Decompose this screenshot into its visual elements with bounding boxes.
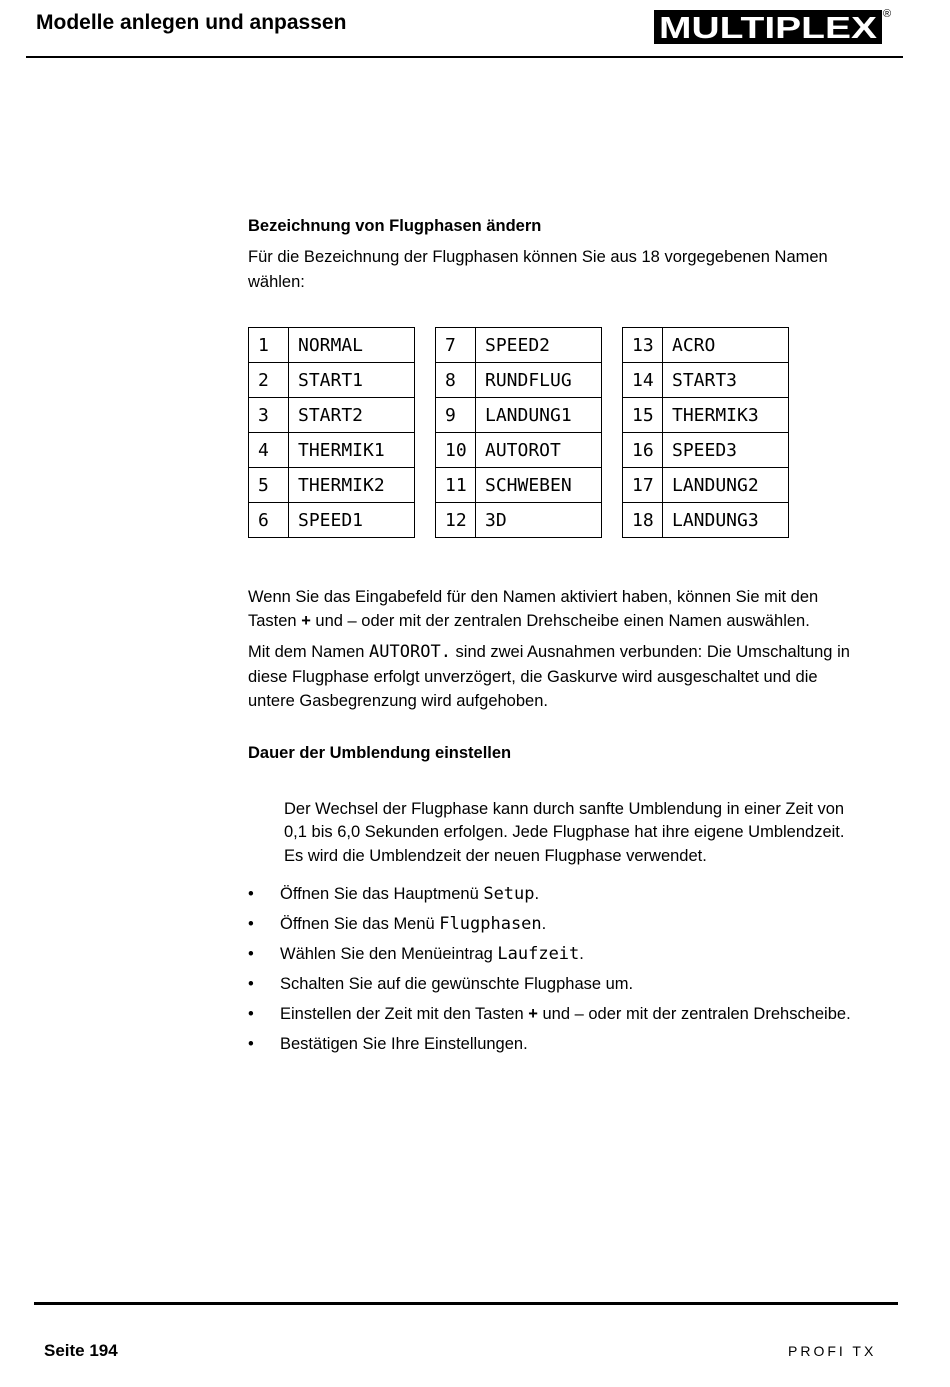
phase-table-3 bbox=[622, 327, 789, 538]
bullet: • bbox=[248, 975, 254, 993]
phase-number: 2 bbox=[249, 363, 289, 398]
intro-line-2: wählen: bbox=[248, 273, 305, 291]
table-row bbox=[623, 468, 789, 503]
table-row bbox=[623, 433, 789, 468]
phase-name: 3D bbox=[476, 503, 602, 538]
intro-line-1: Für die Bezeichnung der Flugphasen können Sie aus 18 vorgegebenen Namen bbox=[248, 248, 828, 266]
table-row bbox=[249, 328, 415, 363]
phase-number: 4 bbox=[249, 433, 289, 468]
phase-name: RUNDFLUG bbox=[476, 363, 602, 398]
para-line: Es wird die Umblendzeit der neuen Flugphase verwendet. bbox=[284, 847, 707, 865]
header-rule bbox=[26, 56, 903, 58]
phase-number: 17 bbox=[623, 468, 663, 503]
steps-list bbox=[248, 879, 908, 1059]
phase-name: LANDUNG1 bbox=[476, 398, 602, 433]
page-header-title: Modelle anlegen und anpassen bbox=[36, 11, 347, 34]
phase-name: START2 bbox=[289, 398, 415, 433]
para-line: Mit dem Namen AUTOROT. sind zwei Ausnahmen verbunden: Die Umschaltung in bbox=[248, 642, 850, 662]
phase-name: NORMAL bbox=[289, 328, 415, 363]
phase-name: ACRO bbox=[663, 328, 789, 363]
phase-number: 15 bbox=[623, 398, 663, 433]
phase-name: SPEED3 bbox=[663, 433, 789, 468]
lcd-text-autorot: AUTOROT. bbox=[369, 642, 451, 662]
phase-name: LANDUNG2 bbox=[663, 468, 789, 503]
para-line: Tasten + und – oder mit der zentralen Drehscheibe einen Namen auswählen. bbox=[248, 612, 810, 630]
list-item: • Öffnen Sie das Hauptmenü Setup. bbox=[248, 879, 908, 909]
phase-number: 18 bbox=[623, 503, 663, 538]
lcd-text-setup: Setup bbox=[483, 884, 535, 904]
phase-name: SCHWEBEN bbox=[476, 468, 602, 503]
table-row bbox=[436, 468, 602, 503]
bullet: • bbox=[248, 1005, 254, 1023]
table-row bbox=[623, 503, 789, 538]
table-row bbox=[249, 363, 415, 398]
phase-table-1 bbox=[248, 327, 415, 538]
lcd-text-flugphasen: Flugphasen bbox=[439, 914, 542, 934]
lcd-text-laufzeit: Laufzeit bbox=[497, 944, 580, 964]
phase-number: 16 bbox=[623, 433, 663, 468]
para-line: 0,1 bis 6,0 Sekunden erfolgen. Jede Flugphase hat ihre eigene Umblendzeit. bbox=[284, 823, 845, 841]
phase-name: SPEED2 bbox=[476, 328, 602, 363]
table-row bbox=[249, 468, 415, 503]
svg-text:MULTIPLEX: MULTIPLEX bbox=[659, 10, 878, 45]
table-row bbox=[436, 433, 602, 468]
table-row bbox=[436, 363, 602, 398]
phase-name: LANDUNG3 bbox=[663, 503, 789, 538]
list-item: • Einstellen der Zeit mit den Tasten + und – oder mit der zentralen Drehscheibe. bbox=[248, 999, 908, 1029]
para-line: diese Flugphase erfolgt unverzögert, die Gaskurve wird ausgeschaltet und die bbox=[248, 668, 818, 686]
table-row bbox=[249, 503, 415, 538]
phase-name: START1 bbox=[289, 363, 415, 398]
list-item: • Öffnen Sie das Menü Flugphasen. bbox=[248, 909, 908, 939]
para-line: Der Wechsel der Flugphase kann durch sanfte Umblendung in einer Zeit von bbox=[284, 800, 845, 818]
phase-number: 8 bbox=[436, 363, 476, 398]
list-item: • Wählen Sie den Menüeintrag Laufzeit. bbox=[248, 939, 908, 969]
table-row bbox=[623, 398, 789, 433]
phase-number: 6 bbox=[249, 503, 289, 538]
phase-name: SPEED1 bbox=[289, 503, 415, 538]
para-line: untere Gasbegrenzung wird aufgehoben. bbox=[248, 692, 548, 710]
phase-name: THERMIK1 bbox=[289, 433, 415, 468]
phase-number: 7 bbox=[436, 328, 476, 363]
phase-number: 13 bbox=[623, 328, 663, 363]
phase-number: 9 bbox=[436, 398, 476, 433]
list-item: • Schalten Sie auf die gewünschte Flugphase um. bbox=[248, 969, 908, 999]
phase-name: THERMIK3 bbox=[663, 398, 789, 433]
table-row bbox=[623, 363, 789, 398]
footer-rule bbox=[34, 1302, 898, 1305]
page-number: Seite 194 bbox=[44, 1341, 118, 1360]
bullet: • bbox=[248, 885, 254, 903]
bullet: • bbox=[248, 915, 254, 933]
phase-number: 10 bbox=[436, 433, 476, 468]
bullet: • bbox=[248, 945, 254, 963]
list-item: • Bestätigen Sie Ihre Einstellungen. bbox=[248, 1029, 908, 1059]
svg-text:®: ® bbox=[882, 8, 892, 20]
table-row bbox=[249, 398, 415, 433]
section-heading-flugphasen: Bezeichnung von Flugphasen ändern bbox=[248, 217, 542, 235]
phase-table-2 bbox=[435, 327, 602, 538]
table-row bbox=[249, 433, 415, 468]
multiplex-logo bbox=[654, 6, 894, 46]
section-heading-umblendung: Dauer der Umblendung einstellen bbox=[248, 744, 512, 762]
table-row bbox=[436, 328, 602, 363]
table-row bbox=[623, 328, 789, 363]
table-row bbox=[436, 398, 602, 433]
product-name: PROFI TX bbox=[788, 1343, 877, 1359]
phase-name: AUTOROT bbox=[476, 433, 602, 468]
phase-number: 14 bbox=[623, 363, 663, 398]
phase-number: 1 bbox=[249, 328, 289, 363]
bullet: • bbox=[248, 1035, 254, 1053]
phase-number: 5 bbox=[249, 468, 289, 503]
table-row bbox=[436, 503, 602, 538]
para-line: Wenn Sie das Eingabefeld für den Namen aktiviert haben, können Sie mit den bbox=[248, 588, 819, 606]
phase-number: 12 bbox=[436, 503, 476, 538]
phase-number: 11 bbox=[436, 468, 476, 503]
phase-name: THERMIK2 bbox=[289, 468, 415, 503]
phase-name: START3 bbox=[663, 363, 789, 398]
phase-number: 3 bbox=[249, 398, 289, 433]
